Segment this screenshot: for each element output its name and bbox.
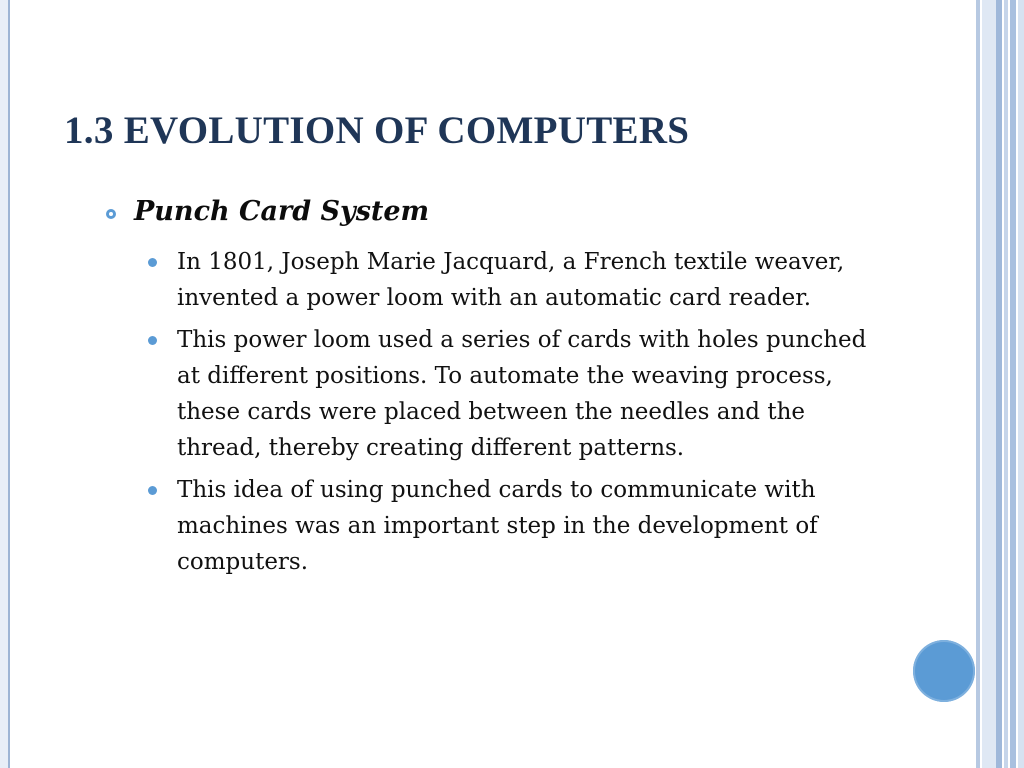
bullet-text: This power loom used a series of cards with holes punched at different positions. To automate the weaving process, these cards were placed between the needles and the thread, thereby creating different patterns. (177, 327, 867, 461)
bullet-dot-icon (148, 258, 157, 267)
section-heading: Punch Card System (134, 196, 430, 227)
stripe (976, 0, 980, 768)
bullet-item (146, 472, 886, 580)
bullet-item (146, 244, 886, 316)
bullet-item (146, 322, 886, 466)
stripe (982, 0, 996, 768)
section-heading-row (106, 196, 429, 227)
stripe (1004, 0, 1008, 768)
circle-decoration (913, 640, 975, 702)
stripe (1018, 0, 1024, 768)
right-stripes-decoration (976, 0, 1024, 768)
bullet-list (146, 244, 886, 586)
bullet-dot-icon (148, 486, 157, 495)
slide-title: 1.3 EVOLUTION OF COMPUTERS (64, 109, 690, 152)
ring-bullet-icon (106, 209, 116, 219)
left-border-decoration (0, 0, 10, 768)
bullet-text: This idea of using punched cards to communicate with machines was an important step in the development of computers. (177, 477, 818, 575)
stripe (996, 0, 1002, 768)
bullet-text: In 1801, Joseph Marie Jacquard, a French textile weaver, invented a power loom with an automatic card reader. (177, 249, 845, 311)
bullet-dot-icon (148, 336, 157, 345)
stripe (1010, 0, 1016, 768)
